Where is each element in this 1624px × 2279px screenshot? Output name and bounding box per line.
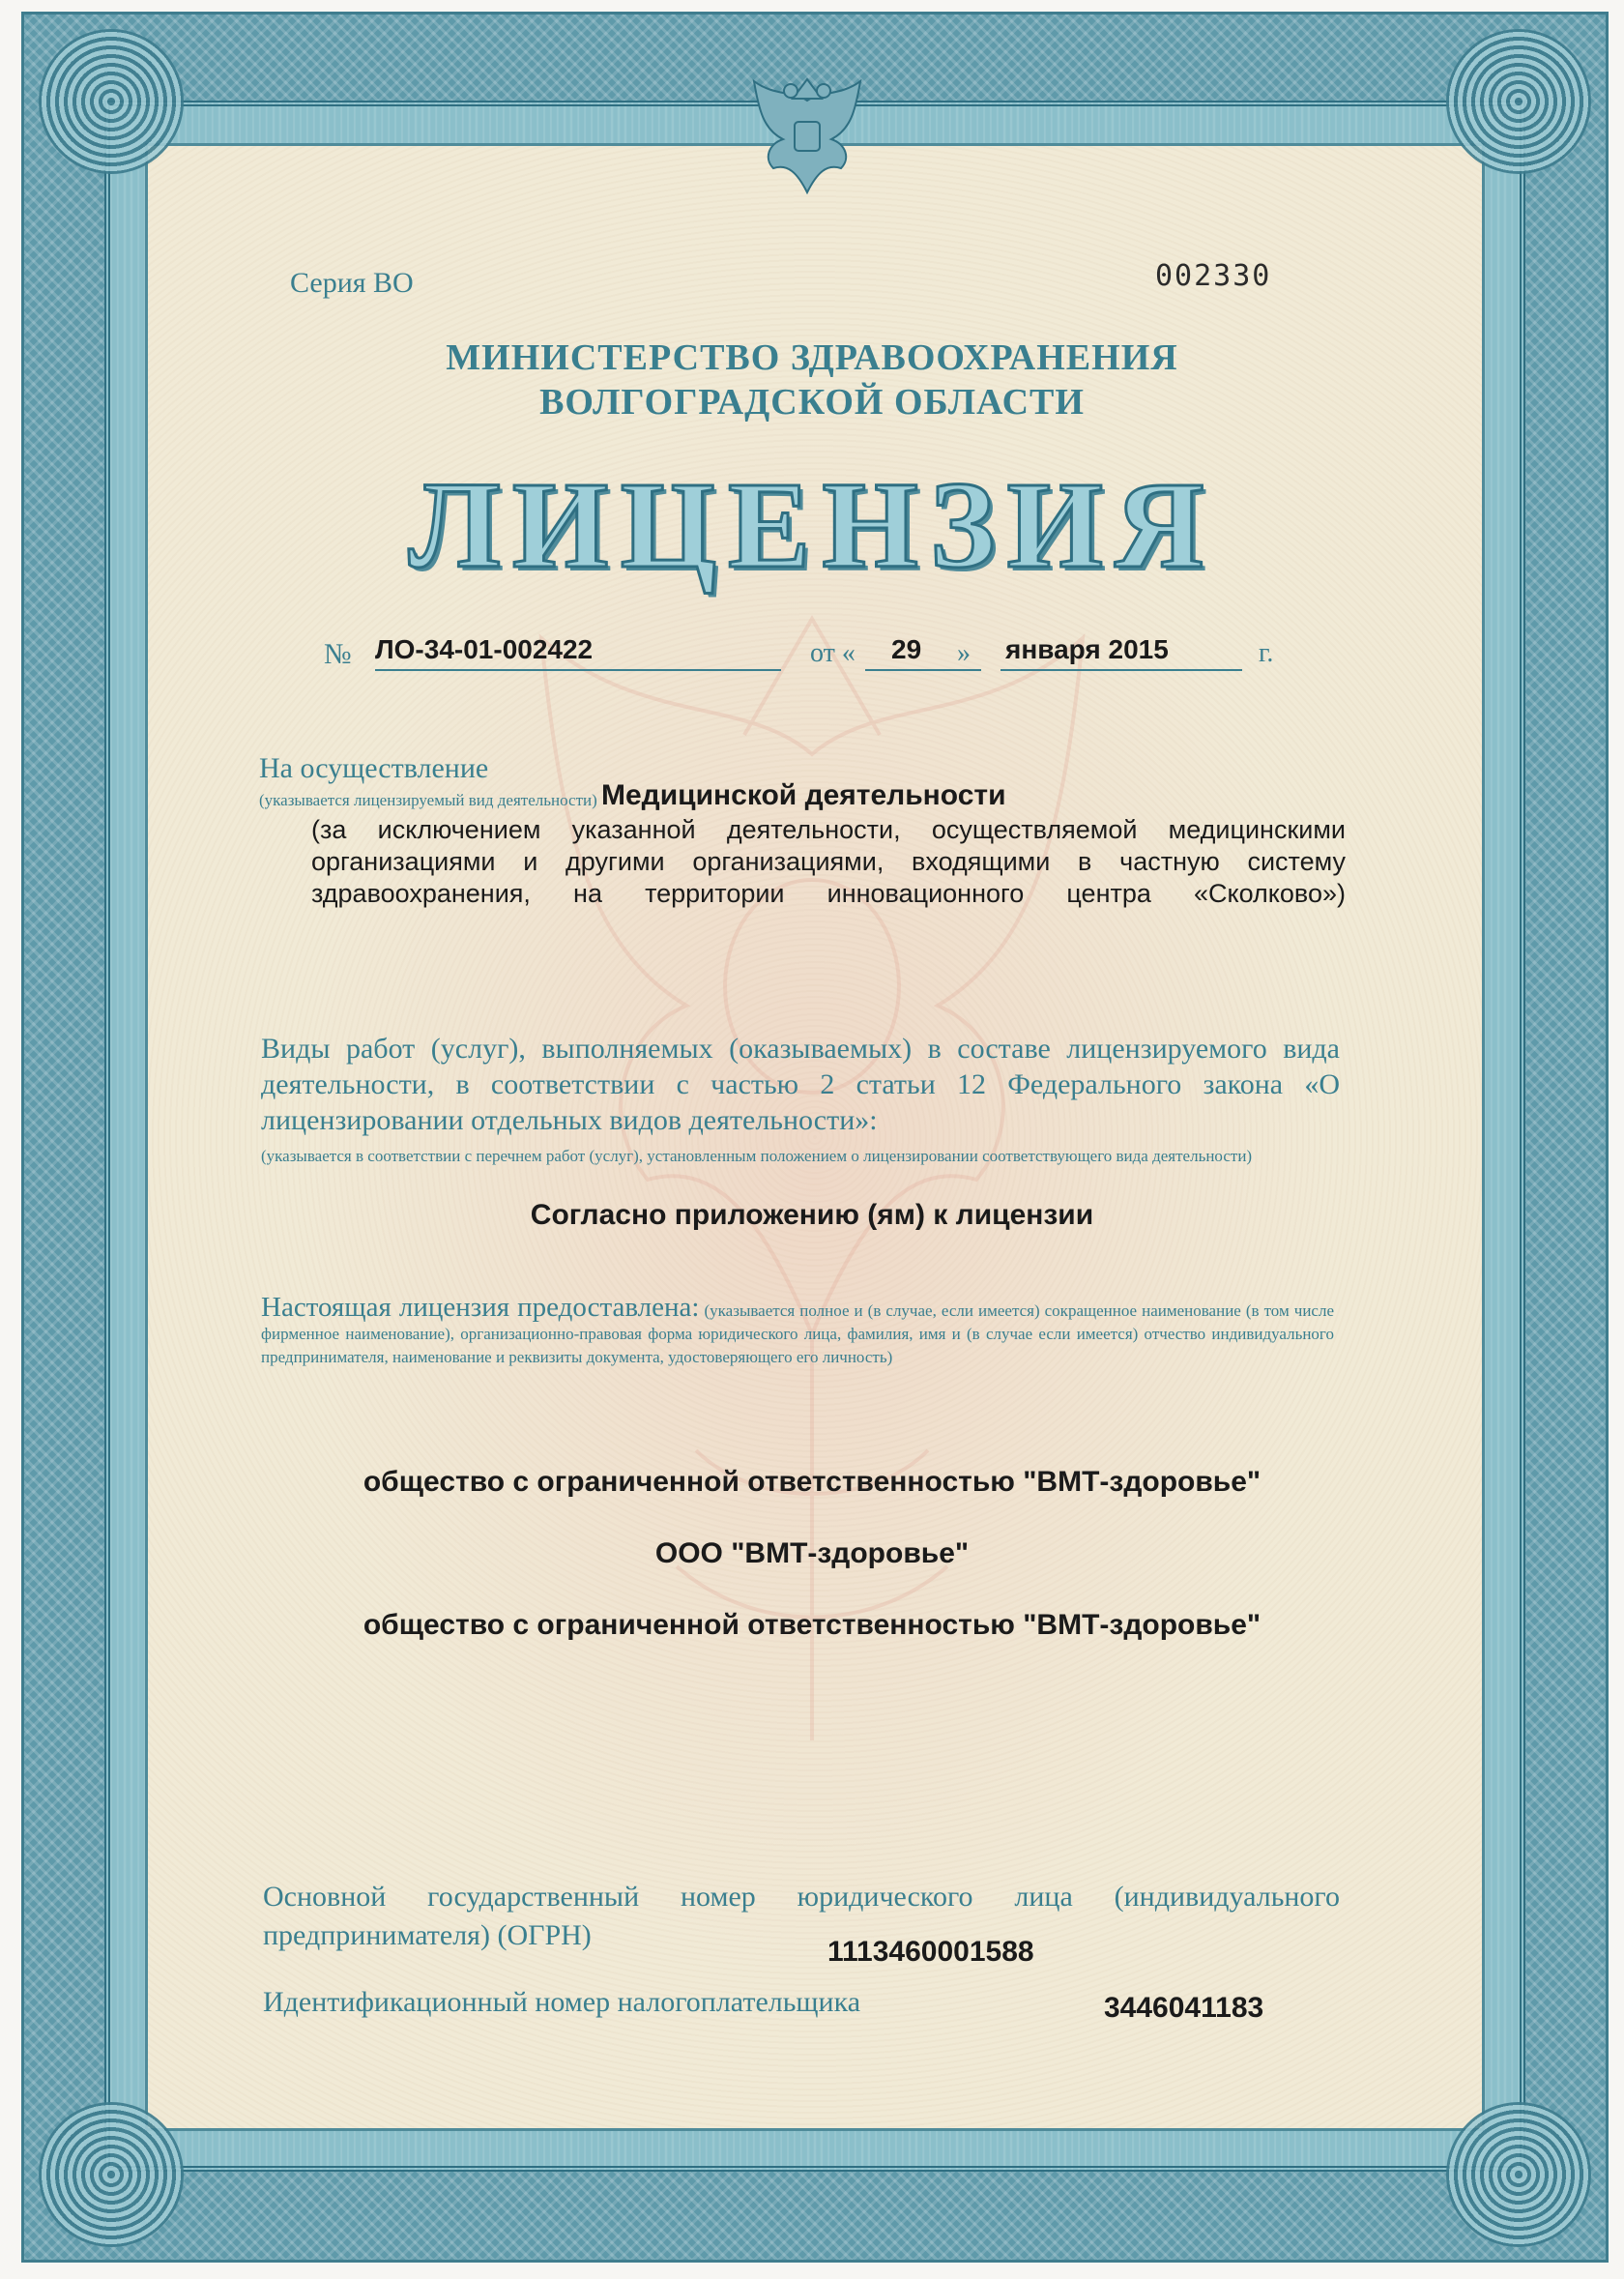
works-value: Согласно приложению (ям) к лицензии [530,1199,1094,1231]
issue-month-year: января 2015 [1005,634,1169,664]
ministry-name-line1: МИНИСТЕРСТВО ЗДРАВООХРАНЕНИЯ [446,337,1178,378]
corner-rosette-icon [1446,29,1591,174]
day-underline [865,669,981,671]
series-label: Серия ВО [290,267,414,299]
activity-note: (указывается лицензируемый вид деятельности) [259,791,597,809]
licensee-full-name: общество с ограниченной ответственностью "ВМТ-здоровье" [362,1466,1262,1498]
activity-description: (за исключением указанной деятельности, осуществляемой медицинскими организациями и другими организациями, входящими в частную систему здравоохранения, на территории инновационного центра «Сколково») [311,815,1346,908]
activity-name: Медицинской деятельности [601,779,1006,811]
ministry-name-line2: ВОЛГОГРАДСКОЙ ОБЛАСТИ [539,382,1085,423]
works-label: Виды работ (услуг), выполняемых (оказываемых) в составе лицензируемого вида деятельности, в соответствии с частью 2 статьи 12 Федерального закона «О лицензировании отдельных видов деятельности»: [261,1033,1340,1136]
license-number: ЛО-34-01-002422 [375,634,594,664]
works-note: (указывается в соответствии с перечнем работ (услуг), установленным положением о лицензировании соответствующего вида деятельности) [261,1147,1253,1165]
ogrn-label: Основной государственный номер юридического лица (индивидуального предпринимателя) (ОГРН) [263,1881,1340,1951]
inn-label: Идентификационный номер налогоплательщика [263,1986,861,2018]
licensee-label: Настоящая лицензия предоставлена: [261,1292,700,1323]
activity-label: На осуществление [259,752,489,784]
inn-value: 3446041183 [1104,1992,1264,2024]
licensee-note: (указывается полное и (в случае, если имеется) сокращенное наименование (в том числе фирменное наименование), организационно-правовая форма юридического лица, фамилия, имя и (в случае если имеется) отчество индивидуального предпринимателя, наименование и реквизиты документа, удостоверяющего его личность) [261,1301,1335,1366]
corner-rosette-icon [39,29,184,174]
corner-rosette-icon [1446,2102,1591,2247]
licensee-block [261,1292,1335,1369]
date-quote-close: » [957,638,971,668]
serial-number: 002330 [1155,259,1272,293]
corner-rosette-icon [39,2102,184,2247]
ogrn-value: 1113460001588 [827,1936,1034,1968]
number-label: № [324,638,352,670]
licensee-short-name: ООО "ВМТ-здоровье" [654,1537,970,1569]
month-underline [1000,669,1242,671]
licensee-brand-name: общество с ограниченной ответственностью "ВМТ-здоровье" [362,1609,1262,1641]
document-title: ЛИЦЕНЗИЯ [408,456,1216,594]
date-from-label: от « [810,638,856,668]
year-suffix: г. [1259,638,1274,668]
coat-of-arms-icon [735,62,880,207]
issue-day: 29 [891,634,922,664]
number-underline [375,669,781,671]
